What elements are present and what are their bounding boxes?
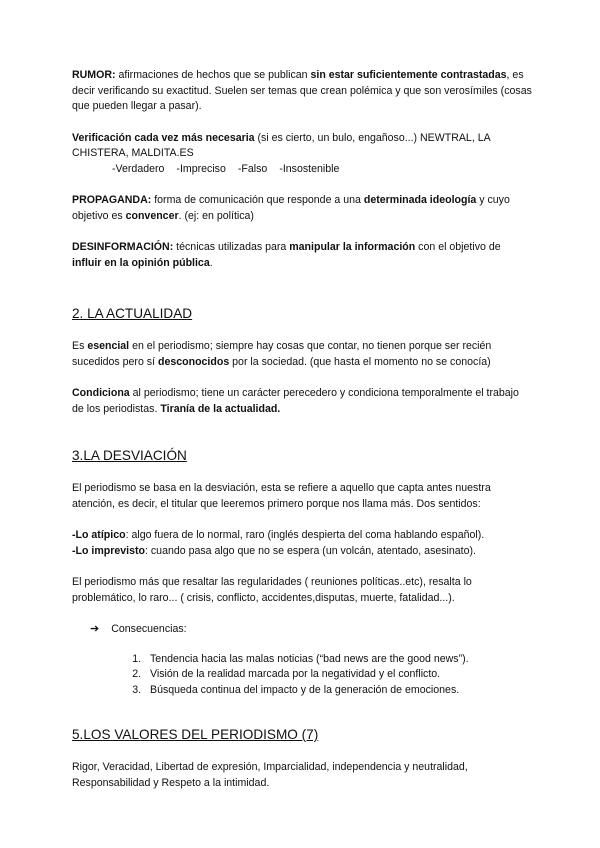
option-falso: -Falso [237,162,268,175]
sentido-atipico: -Lo atípico: algo fuera de lo normal, raro (inglés despierta del coma hablando español). [72,529,485,541]
verificacion-options [72,162,532,178]
desviacion-paragraph-1: El periodismo se basa en la desviación, esta se refiere a aquello que capta antes nuestra atención, es decir, el titular que leeremos primero porque nos llama más. Dos sentidos: [72,482,491,510]
arrow-bullet-icon: ➔ [90,623,100,635]
option-insostenible: -Insostenible [279,162,340,175]
actualidad-paragraph-2: Condiciona al periodismo; tiene un carácter perecedero y condiciona temporalmente el trabajo de los periodistas. Tiranía de la actualidad. [72,387,519,415]
list-item: 2. Visión de la realidad marcada por la negatividad y el conflicto. [144,667,532,683]
actualidad-heading: 2. LA ACTUALIDAD [72,306,193,321]
verificacion-paragraph: Verificación cada vez más necesaria (si es cierto, un bulo, engañoso...) NEWTRAL, LA CHISTERA, MALDITA.ES [72,131,491,159]
desinformacion-paragraph: DESINFORMACIÓN: técnicas utilizadas para manipular la información con el objetivo de influir en la opinión pública. [72,241,501,269]
option-impreciso: -Impreciso [176,162,226,175]
document-page [72,68,532,791]
consecuencias-label: Consecuencias: [111,623,187,635]
rumor-term: RUMOR: [72,69,116,81]
consecuencias-list [72,652,532,699]
sentido-imprevisto: -Lo imprevisto: cuando pasa algo que no se espera (un volcán, atentado, asesinato). [72,544,476,557]
propaganda-term: PROPAGANDA: [72,194,152,206]
desviacion-paragraph-3: El periodismo más que resaltar las regularidades ( reuniones políticas..etc), resalta lo problemático, lo raro... ( crisis, conflicto, accidentes,disputas, muerte, fatalidad...). [72,576,472,604]
valores-heading: 5.LOS VALORES DEL PERIODISMO (7) [72,727,319,742]
desinformacion-term: DESINFORMACIÓN: [72,241,174,253]
rumor-paragraph: RUMOR: afirmaciones de hechos que se publican sin estar suficientemente contrastadas, es decir verificando su exactitud. Suelen ser temas que crean polémica y que son verosímiles (cosas que pueden llegar a pasar). [72,69,532,112]
desviacion-heading: 3.LA DESVIACIÓN [72,448,187,463]
propaganda-paragraph: PROPAGANDA: forma de comunicación que responde a una determinada ideología y cuyo objetivo es convencer. (ej: en política) [72,194,510,222]
list-item: 3. Búsqueda continua del impacto y de la generación de emociones. [144,683,532,699]
actualidad-paragraph-1: Es esencial en el periodismo; siempre hay cosas que contar, no tienen porque ser recién sucedidos pero sí desconocidos por la sociedad. (que hasta el momento no se conocía) [72,340,492,368]
verificacion-term: Verificación cada vez más necesaria [72,131,255,144]
valores-paragraph: Rigor, Veracidad, Libertad de expresión, Imparcialidad, independencia y neutralidad, Responsabilidad y Respeto a la intimidad. [72,761,468,789]
list-item: 1. Tendencia hacia las malas noticias (“bad news are the good news”). [144,652,532,668]
option-verdadero: -Verdadero [112,162,165,175]
consecuencias-item [72,622,532,638]
